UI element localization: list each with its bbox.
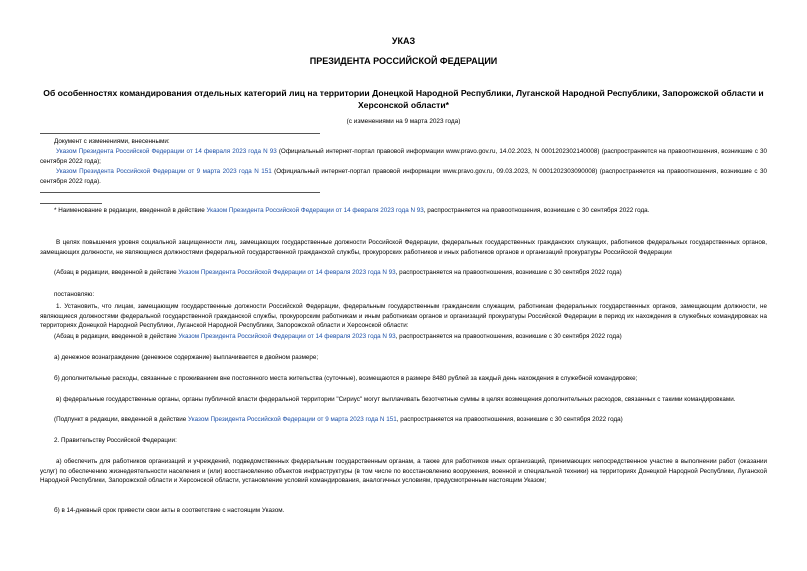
changes-item-1-text: (Официальный интернет-портал правовой информации www.pravo.gov.ru, 14.02.2023, N 0001202302140008) (распространяется на правоотношения, возникшие с 30 сентября 2022 года); bbox=[40, 148, 767, 165]
paragraph-1b: б) дополнительные расходы, связанные с проживанием вне постоянного места жительства (суточные), возмещаются в размере 8480 рублей за каждый день нахождения в служебной командировке; bbox=[54, 375, 638, 382]
divider-top bbox=[40, 133, 320, 134]
note1-post: , распространяется на правоотношения, возникшие с 30 сентября 2022 года) bbox=[395, 269, 622, 276]
paragraph-2a: а) обеспечить для работников организаций и учреждений, подведомственных федеральным государственным органам, а также для работников иных организаций, принимающих непосредственное участие в выполнении работ (оказании услуг) по обеспечению жизнедеятельности населения и (или) восстановлению объектов инфраструктуры (в том числе по восстановлению вооружения, военной и специальной техники) на территориях Донецкой Народной Республики, Луганской Народной Республики, Запорожской области и Херсонской области, установление условий командирования, аналогичных условиям, предусмотренным настоящим Указом; bbox=[40, 458, 767, 485]
changes-item-1 bbox=[40, 147, 767, 166]
doc-heading-ukaz: УКАЗ bbox=[391, 36, 416, 46]
doc-heading-president: ПРЕЗИДЕНТА РОССИЙСКОЙ ФЕДЕРАЦИИ bbox=[309, 56, 498, 66]
footnote-pre: * Наименование в редакции, введенной в действие bbox=[54, 207, 207, 214]
note2-post: , распространяется на правоотношения, возникшие с 30 сентября 2022 года) bbox=[395, 333, 622, 340]
changes-intro: Документ с изменениями, внесенными: bbox=[54, 138, 170, 145]
preamble: В целях повышения уровня социальной защищенности лиц, замещающих государственные должности Российской Федерации, федеральных государственных гражданских служащих, работников федеральных государственных органов, замещающих должности, не являющиеся должностями федеральной государственной гражданской службы, прокурорских работников и иных работников органов и организаций прокуратуры Российской Федерации bbox=[40, 239, 767, 256]
footnote-link-ukaz-93[interactable]: Указом Президента Российской Федерации от 14 февраля 2023 года N 93 bbox=[206, 207, 424, 214]
note2-link-ukaz-93[interactable]: Указом Президента Российской Федерации от 14 февраля 2023 года N 93 bbox=[178, 333, 396, 340]
paragraph-1a: а) денежное вознаграждение (денежное содержание) выплачивается в двойном размере; bbox=[54, 354, 319, 361]
footnote-post: , распространяется на правоотношения, возникшие с 30 сентября 2022 года. bbox=[423, 207, 650, 214]
note3-post: , распространяется на правоотношения, возникшие с 30 сентября 2022 года) bbox=[396, 416, 623, 423]
changes-item-2 bbox=[40, 167, 767, 186]
note3-link-ukaz-151[interactable]: Указом Президента Российской Федерации от 9 марта 2023 года N 151 bbox=[188, 416, 397, 423]
divider-footnote bbox=[40, 203, 102, 204]
amendment-note-2 bbox=[54, 332, 767, 342]
link-ukaz-151[interactable]: Указом Президента Российской Федерации от 9 марта 2023 года N 151 bbox=[56, 168, 272, 175]
note2-pre: (Абзац в редакции, введенной в действие bbox=[54, 333, 179, 340]
divider-changes-bottom bbox=[40, 192, 320, 193]
paragraph-2: 2. Правительству Российской Федерации: bbox=[54, 437, 177, 444]
footnote bbox=[54, 206, 767, 216]
link-ukaz-93[interactable]: Указом Президента Российской Федерации от 14 февраля 2023 года N 93 bbox=[56, 148, 277, 155]
paragraph-1: 1. Установить, что лицам, замещающим государственные должности Российской Федерации, федеральным государственным гражданским служащим, работникам федеральных государственных органов, замещающим должности, не являющиеся должностями федеральной государственной гражданской службы, прокурорским работникам и иным работникам органов и организаций прокуратуры Российской Федерации в период их нахождения в служебных командировках на территориях Донецкой Народной Республики, Луганской Народной Республики, Запорожской области и Херсонской области: bbox=[40, 303, 767, 330]
changes-item-2-text: (Официальный интернет-портал правовой информации www.pravo.gov.ru, 09.03.2023, N 0001202303090008) (распространяется на правоотношения, возникшие с 30 сентября 2022 года). bbox=[40, 168, 767, 185]
amendment-note-3 bbox=[54, 415, 767, 425]
note1-link-ukaz-93[interactable]: Указом Президента Российской Федерации от 14 февраля 2023 года N 93 bbox=[178, 269, 396, 276]
decree-word: постановляю: bbox=[54, 291, 95, 298]
doc-title: Об особенностях командирования отдельных категорий лиц на территории Донецкой Народной Республики, Луганской Народной Республики, Запорожской области и Херсонской области* bbox=[43, 88, 764, 110]
note1-pre: (Абзац в редакции, введенной в действие bbox=[54, 269, 179, 276]
paragraph-2b: б) в 14-дневный срок привести свои акты в соответствие с настоящим Указом. bbox=[54, 507, 285, 514]
paragraph-1c: в) федеральные государственные органы, органы публичной власти федеральной территории "Сириус" могут выплачивать безотчетные суммы в целях возмещения дополнительных расходов, связанных с такими командировками. bbox=[56, 396, 736, 403]
note3-pre: (Подпункт в редакции, введенной в действие bbox=[54, 416, 189, 423]
doc-edition-note: (с изменениями на 9 марта 2023 года) bbox=[346, 118, 461, 125]
amendment-note-1 bbox=[54, 268, 767, 278]
